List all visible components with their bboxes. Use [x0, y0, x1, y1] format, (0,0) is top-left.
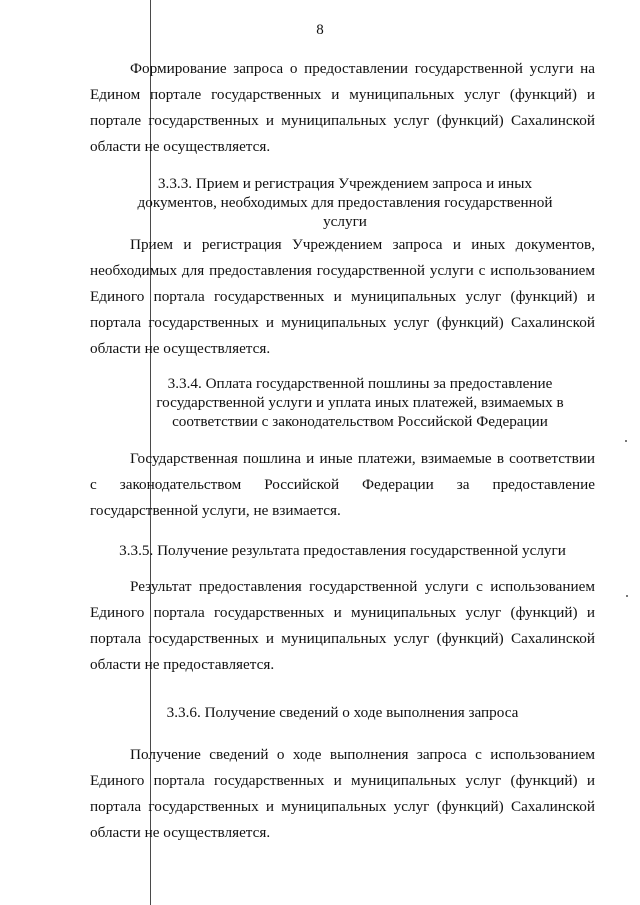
paragraph-result [90, 574, 595, 678]
section-heading-3-3-5: 3.3.5. Получение результата предоставления государственной услуги [119, 542, 566, 559]
section-heading-3-3-4: 3.3.4. Оплата государственной пошлины за предоставление государственной услуги и уплата иных платежей, взимаемых в соответствии с законодательством Российской Федерации [156, 375, 564, 430]
section-heading-3-3-3: 3.3.3. Прием и регистрация Учреждением запроса и иных документов, необходимых для предоставления государственной услуги [137, 175, 553, 230]
paragraph-text: Прием и регистрация Учреждением запроса и иных документов, необходимых для предоставления государственной услуги с использованием Единого портала государственных и муниципальных услуг (функций) и портала государственных и муниципальных услуг (функций) Сахалинской области не осуществляется. [90, 236, 595, 357]
paragraph-state-duty [90, 446, 595, 524]
scan-speck [626, 595, 628, 597]
paragraph-text: Результат предоставления государственной услуги с использованием Единого портала государственных и муниципальных услуг (функций) и портала государственных и муниципальных услуг (функций) Сахалинской области не предоставляется. [90, 578, 595, 673]
paragraph-text: Получение сведений о ходе выполнения запроса с использованием Единого портала государственных и муниципальных услуг (функций) и портала государственных и муниципальных услуг (функций) Сахалинской области не осуществляется. [90, 746, 595, 841]
section-heading-3-3-6: 3.3.6. Получение сведений о ходе выполнения запроса [166, 704, 519, 721]
paragraph-text: Государственная пошлина и иные платежи, взимаемые в соответствии с законодательством Российской Федерации за предоставление государственной услуги, не взимается. [90, 450, 595, 519]
paragraph-reception-registration [90, 232, 595, 362]
paragraph-text: Формирование запроса о предоставлении государственной услуги на Едином портале государственных и муниципальных услуг (функций) и портале государственных и муниципальных услуг (функций) Сахалинской области не осуществляется. [90, 60, 595, 155]
paragraph-request-forming [90, 56, 595, 160]
paragraph-progress-info [90, 742, 595, 846]
scan-speck [625, 440, 627, 442]
page-number: 8 [316, 22, 324, 38]
